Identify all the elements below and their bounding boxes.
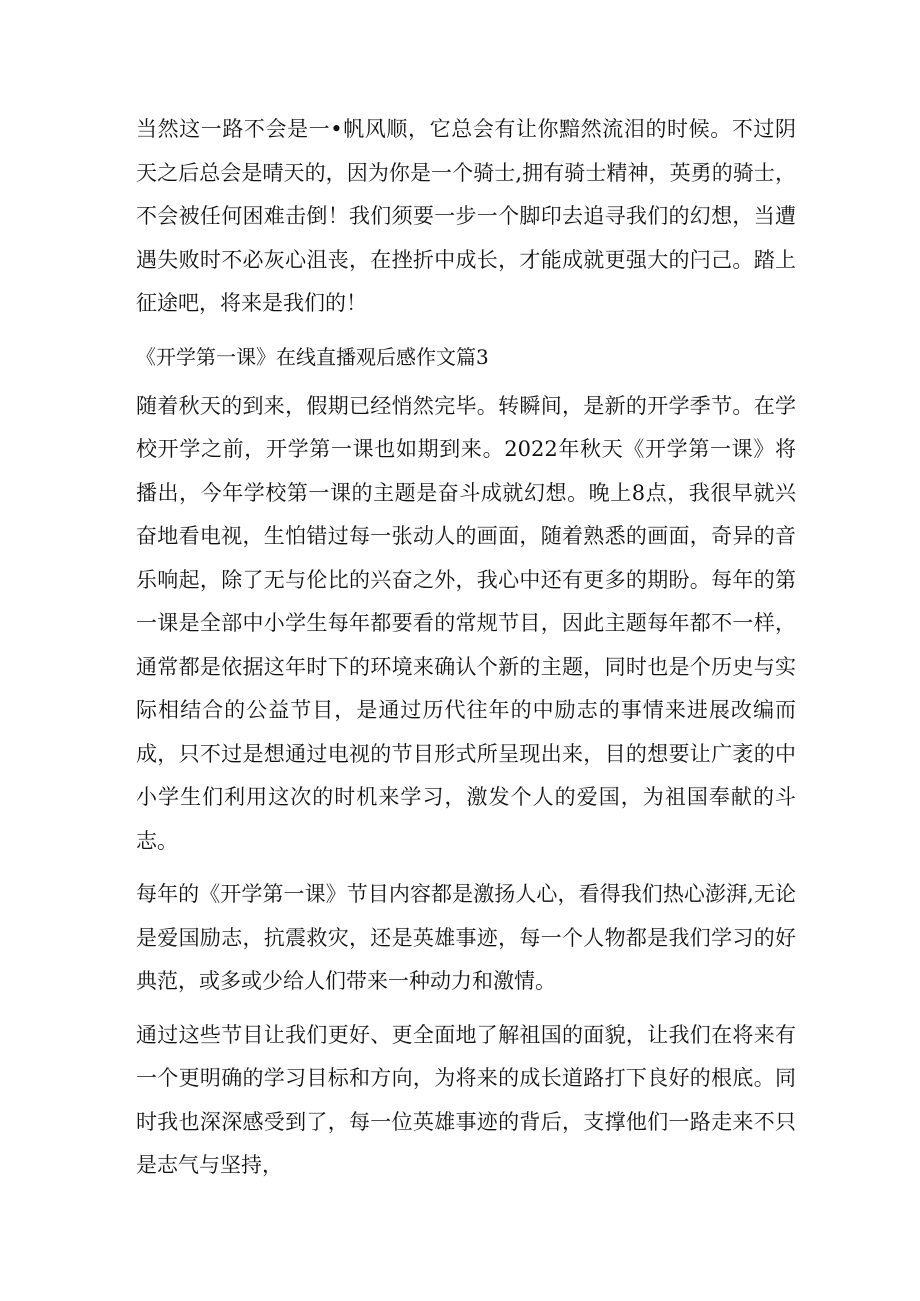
paragraph-intro: 当然这一路不会是一•帆风顺，它总会有让你黯然流泪的时候。不过阴天之后总会是晴天的，因为你是一个骑士,拥有骑士精神，英勇的骑士，不会被任何困难击倒！我们须要一步一个脚印去追寻我们的幻想，当遭遇失败时不必灰心沮丧，在挫折中成长，才能成就更强大的闩己。踏上征途吧，将来是我们的！ — [136, 117, 796, 315]
section-heading: 《开学第一课》在线直播观后感作文篇3 — [136, 344, 489, 369]
paragraph-2: 每年的《开学第一课》节目内容都是激扬人心，看得我们热心澎湃,无论是爱国励志，抗震救灾，还是英雄事迹，每一个人物都是我们学习的好典范，或多或少给人们带来一种动力和激情。 — [136, 882, 796, 993]
paragraph-3: 通过这些节目让我们更好、更全面地了解祖国的面貌，让我们在将来有一个更明确的学习目标和方向，为将来的成长道路打下良好的根底。同时我也深深感受到了，每一位英雄事迹的背后，支撑他们一路走来不只是志气与坚持， — [136, 1022, 796, 1177]
document-body — [136, 108, 796, 1198]
paragraph-1: 随着秋天的到来，假期已经悄然完毕。转瞬间，是新的开学季节。在学校开学之前，开学第一课也如期到来。2022年秋天《开学第一课》将播出，今年学校第一课的主题是奋斗成就幻想。晚上8点，我很早就兴奋地看电视，生怕错过每一张动人的画面，随着熟悉的画面，奇异的音乐响起，除了无与伦比的兴奋之外，我心中还有更多的期盼。每年的第一课是全部中小学生每年都要看的常规节目，因此主题每年都不一样，通常都是依据这年时下的环境来确认个新的主题，同时也是个历史与实际相结合的公益节目，是通过历代往年的中励志的事情来进展改编而成，只不过是想通过电视的节目形式所呈现出来，目的想要让广袤的中小学生们利用这次的时机来学习，激发个人的爱国，为祖国奉献的斗志。 — [136, 393, 796, 853]
